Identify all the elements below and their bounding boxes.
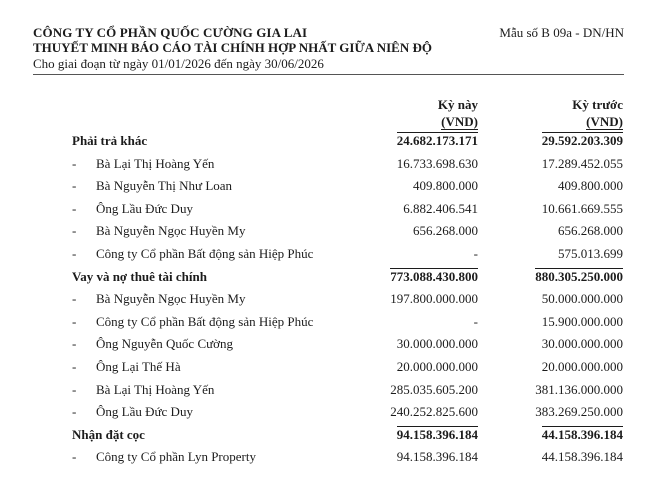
- row-previous-value: 409.800.000: [558, 178, 623, 194]
- table-row: [0, 355, 650, 378]
- row-previous-value: 44.158.396.184: [541, 449, 623, 465]
- table-row: [0, 378, 650, 401]
- table-row: [0, 332, 650, 355]
- row-current-value: 656.268.000: [413, 223, 478, 239]
- row-label: Công ty Cổ phần Lyn Property: [96, 449, 256, 465]
- column-header-previous: [483, 96, 623, 130]
- row-label: Công ty Cổ phần Bất động sản Hiệp Phúc: [96, 313, 314, 329]
- row-dash: -: [72, 336, 77, 352]
- row-current-value: 409.800.000: [413, 178, 478, 194]
- row-label: Bà Nguyễn Ngọc Huyền My: [96, 223, 246, 239]
- row-dash: -: [72, 381, 77, 397]
- reporting-period: Cho giai đoạn từ ngày 01/01/2026 đến ngày 30/06/2026: [33, 56, 324, 71]
- row-label: Ông Lầu Đức Duy: [96, 200, 193, 216]
- form-code: Mẫu số B 09a - DN/HN: [499, 25, 624, 40]
- row-dash: -: [72, 178, 77, 194]
- row-dash: -: [72, 404, 77, 420]
- row-label: Bà Nguyễn Ngọc Huyền My: [96, 291, 246, 307]
- row-previous-value: 575.013.699: [558, 245, 623, 261]
- row-label: Vay và nợ thuê tài chính: [72, 268, 207, 284]
- row-current-value: 773.088.430.800: [390, 268, 478, 284]
- table-group-row: [0, 129, 650, 152]
- column-previous-label: Kỳ trước: [572, 97, 623, 112]
- row-current-value: 240.252.825.600: [390, 404, 478, 420]
- table-row: [0, 197, 650, 220]
- row-current-value: 16.733.698.630: [396, 155, 478, 171]
- row-previous-value: 29.592.203.309: [541, 133, 623, 148]
- column-current-unit: (VND): [441, 114, 478, 129]
- row-previous-value: 17.289.452.055: [541, 155, 623, 171]
- row-previous-value: 656.268.000: [558, 223, 623, 239]
- row-previous-value: 383.269.250.000: [535, 404, 623, 420]
- row-label: Ông Nguyễn Quốc Cường: [96, 336, 234, 352]
- row-current-value: 24.682.173.171: [396, 133, 478, 148]
- document-title: THUYẾT MINH BÁO CÁO TÀI CHÍNH HỢP NHẤT GIỮA NIÊN ĐỘ: [33, 40, 432, 55]
- table-row: [0, 287, 650, 310]
- row-label: Bà Lại Thị Hoàng Yến: [96, 381, 215, 397]
- row-label: Nhận đặt cọc: [72, 426, 145, 442]
- header-divider: [33, 74, 624, 75]
- row-previous-value: 30.000.000.000: [541, 336, 623, 352]
- row-dash: -: [72, 155, 77, 171]
- row-label: Ông Lầu Đức Duy: [96, 404, 193, 420]
- table-row: [0, 242, 650, 265]
- row-dash: -: [72, 245, 77, 261]
- row-previous-value: 15.900.000.000: [541, 313, 623, 329]
- row-dash: -: [72, 449, 77, 465]
- row-label: Ông Lại Thế Hà: [96, 358, 181, 374]
- column-current-label: Kỳ này: [437, 97, 478, 112]
- row-current-value: 285.035.605.200: [390, 381, 478, 397]
- row-current-value: 20.000.000.000: [396, 358, 478, 374]
- column-header-current: [338, 96, 478, 130]
- table-row: [0, 219, 650, 242]
- table-row: [0, 174, 650, 197]
- row-dash: -: [72, 200, 77, 216]
- row-previous-value: 880.305.250.000: [535, 268, 623, 284]
- row-current-value: 197.800.000.000: [390, 291, 478, 307]
- row-current-value: -: [473, 245, 478, 261]
- row-label: Phải trả khác: [72, 133, 148, 148]
- row-dash: -: [72, 358, 77, 374]
- company-name: CÔNG TY CỔ PHẦN QUỐC CƯỜNG GIA LAI: [33, 25, 308, 40]
- row-current-value: -: [473, 313, 478, 329]
- row-current-value: 94.158.396.184: [396, 426, 478, 442]
- row-previous-value: 20.000.000.000: [541, 358, 623, 374]
- column-previous-unit: (VND): [586, 114, 623, 129]
- table-row: [0, 445, 650, 468]
- row-current-value: 94.158.396.184: [396, 449, 478, 465]
- table-group-row: [0, 423, 650, 446]
- related-party-table: [0, 129, 650, 468]
- row-previous-value: 44.158.396.184: [541, 426, 623, 442]
- row-dash: -: [72, 223, 77, 239]
- row-label: Bà Nguyễn Thị Như Loan: [96, 178, 233, 194]
- table-row: [0, 152, 650, 175]
- table-group-row: [0, 265, 650, 288]
- table-row: [0, 400, 650, 423]
- row-dash: -: [72, 291, 77, 307]
- row-current-value: 30.000.000.000: [396, 336, 478, 352]
- row-previous-value: 381.136.000.000: [535, 381, 623, 397]
- row-previous-value: 50.000.000.000: [541, 291, 623, 307]
- table-row: [0, 310, 650, 333]
- row-dash: -: [72, 313, 77, 329]
- row-current-value: 6.882.406.541: [403, 200, 478, 216]
- row-previous-value: 10.661.669.555: [541, 200, 623, 216]
- row-label: Công ty Cổ phần Bất động sản Hiệp Phúc: [96, 245, 314, 261]
- row-label: Bà Lại Thị Hoàng Yến: [96, 155, 215, 171]
